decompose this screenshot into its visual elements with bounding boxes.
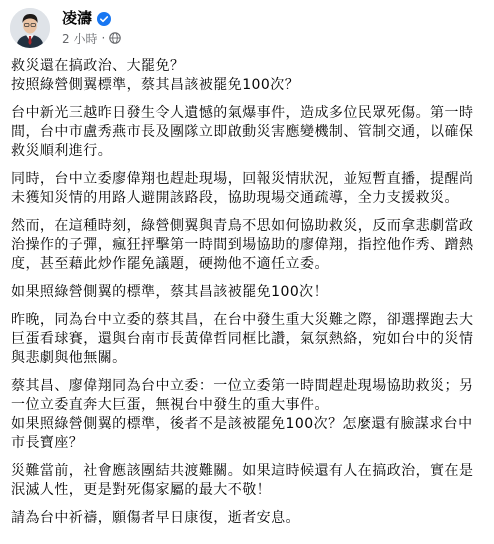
post-paragraph (11, 57, 485, 95)
post-text-line: 泯滅人性，更是對死傷家屬的最大不敬！ (11, 482, 272, 498)
post-text-line: 災難當前，社會應該團結共渡難關。如果這時候還有人在搞政治，實在是 (11, 463, 474, 479)
post-text-line: 如果照綠營側翼的標準，後者不是該被罷免100次？怎麼還有臉謀求台中 (11, 416, 473, 432)
author-avatar[interactable] (10, 8, 50, 48)
author-row (62, 8, 111, 28)
post-paragraph (11, 170, 485, 208)
post-paragraph (11, 104, 485, 161)
post-paragraph (11, 509, 485, 528)
post-text-line: 昨晚，同為台中立委的蔡其昌，在台中發生重大災難之際，卻選擇跑去大 (11, 312, 474, 328)
post-paragraph (11, 217, 485, 274)
post-meta (62, 30, 121, 46)
post-text-line: 救災順利進行。 (11, 143, 113, 159)
post-text-line: 同時，台中立委廖偉翔也趕赴現場，回報災情狀況，並短暫直播，提醒尚 (11, 171, 474, 187)
post-text-line: 請為台中祈禱，願傷者早日康復，逝者安息。 (11, 510, 300, 526)
post-timestamp[interactable]: 2 小時 (62, 31, 98, 46)
post-text-line: 與悲劇與他無關。 (11, 350, 127, 366)
post-text-line: 救災還在搞政治、大罷免？ (11, 58, 185, 74)
post-paragraph (11, 283, 485, 302)
post-text-line: 一位立委直奔大巨蛋，無視台中發生的重大事件。 (11, 397, 329, 413)
post-paragraph (11, 311, 485, 368)
post-text-line: 市長寶座？ (11, 435, 84, 451)
post-text-line: 然而，在這種時刻，綠營側翼與青鳥不思如何協助救災，反而拿悲劇當政 (11, 218, 474, 234)
avatar-portrait (10, 8, 50, 48)
post-text-line: 度，甚至藉此炒作罷免議題，硬拗他不適任立委。 (11, 256, 329, 272)
meta-separator: · (101, 31, 106, 45)
author-name[interactable]: 凌濤 (62, 9, 93, 27)
post-text-line: 蔡其昌、廖偉翔同為台中立委：一位立委第一時間趕赴現場協助救災；另 (11, 378, 474, 394)
post-paragraph (11, 377, 485, 453)
post-header (0, 0, 494, 56)
post-paragraph (11, 462, 485, 500)
post-text-line: 按照綠營側翼標準，蔡其昌該被罷免100次？ (11, 77, 300, 93)
post-text-line: 台中新光三越昨日發生令人遺憾的氣爆事件，造成多位民眾死傷。第一時 (11, 105, 474, 121)
verified-badge-icon (97, 11, 111, 25)
post-text-line: 如果照綠營側翼的標準，蔡其昌該被罷免100次！ (11, 284, 329, 300)
post-text-line: 間，台中市盧秀燕市長及團隊立即啟動災害應變機制、管制交通，以確保 (11, 124, 474, 140)
post-text-line: 未獲知災情的用路人避開該路段，協助現場交通疏導，全力支援救災。 (11, 190, 459, 206)
post-text-line: 治操作的子彈，瘋狂抨擊第一時間到場協助的廖偉翔，指控他作秀、蹭熱 (11, 237, 474, 253)
post-text-line: 巨蛋看球賽，還與台南市長黃偉哲同框比讚，氣氛熱絡，宛如台中的災情 (11, 331, 474, 347)
globe-icon[interactable] (109, 32, 121, 44)
post-body (11, 57, 485, 537)
